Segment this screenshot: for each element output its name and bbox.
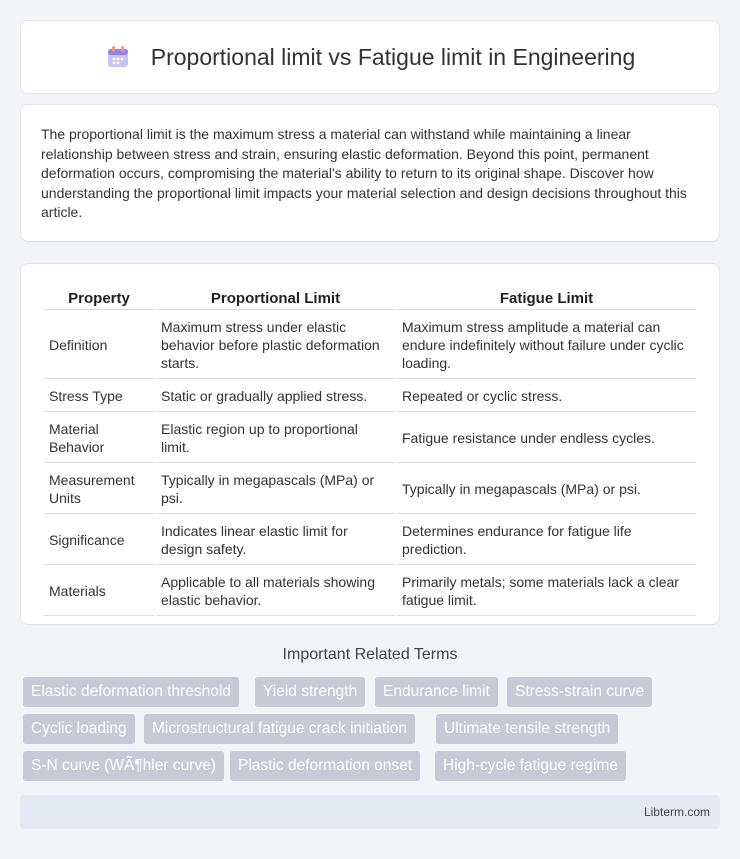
table-cell: Elastic region up to proportional limit. <box>156 414 395 463</box>
page-title: Proportional limit vs Fatigue limit in Engineering <box>150 43 636 70</box>
table-cell: Determines endurance for fatigue life prediction. <box>397 516 696 565</box>
related-term-tag[interactable]: Elastic deformation threshold <box>23 677 239 707</box>
related-term-tag[interactable]: Microstructural fatigue crack initiation <box>144 714 415 744</box>
related-terms-title: Important Related Terms <box>282 646 458 663</box>
table-cell: Indicates linear elastic limit for design safety. <box>156 516 395 565</box>
table-row <box>44 567 696 616</box>
table-cell: Static or gradually applied stress. <box>156 381 395 412</box>
related-term-tag[interactable]: Endurance limit <box>375 677 498 707</box>
table-row <box>44 381 696 412</box>
related-term-tag[interactable]: S-N curve (WÃ¶hler curve) <box>23 751 224 781</box>
table-row <box>44 465 696 514</box>
intro-text: The proportional limit is the maximum stress a material can withstand while maintaining a linear relationship between stress and strain, ensuring elastic deformation. Beyond this point, permanent deformation occurs, compromising the material's ability to return to its original shape. Discover how understanding the proportional limit impacts your material selection and design decisions throughout this article. <box>41 126 687 221</box>
title-card <box>20 20 720 94</box>
table-cell: Measurement Units <box>44 465 154 514</box>
table-row <box>44 516 696 565</box>
related-term-tag[interactable]: Plastic deformation onset <box>230 751 420 781</box>
comparison-table-card <box>20 263 720 625</box>
related-term-tag[interactable]: Stress-strain curve <box>507 677 652 707</box>
table-cell: Repeated or cyclic stress. <box>397 381 696 412</box>
table-cell: Materials <box>44 567 154 616</box>
header-property: Property <box>44 286 154 310</box>
table-cell: Stress Type <box>44 381 154 412</box>
table-cell: Significance <box>44 516 154 565</box>
table-cell: Primarily metals; some materials lack a clear fatigue limit. <box>397 567 696 616</box>
calendar-icon <box>105 44 131 70</box>
table-cell: Material Behavior <box>44 414 154 463</box>
intro-card <box>20 104 720 242</box>
table-cell: Fatigue resistance under endless cycles. <box>397 414 696 463</box>
table-cell: Maximum stress amplitude a material can endure indefinitely without failure under cyclic loading. <box>397 312 696 379</box>
table-cell: Maximum stress under elastic behavior before plastic deformation starts. <box>156 312 395 379</box>
header-proportional-limit: Proportional Limit <box>156 286 395 310</box>
related-term-tag[interactable]: Yield strength <box>255 677 365 707</box>
related-term-tag[interactable]: High-cycle fatigue regime <box>435 751 626 781</box>
table-cell: Typically in megapascals (MPa) or psi. <box>156 465 395 514</box>
table-cell: Definition <box>44 312 154 379</box>
related-term-tag[interactable]: Cyclic loading <box>23 714 135 744</box>
comparison-table <box>42 284 698 618</box>
table-header-row <box>44 286 696 310</box>
footer-brand-link[interactable]: Libterm.com <box>643 805 710 819</box>
table-cell: Typically in megapascals (MPa) or psi. <box>397 465 696 514</box>
related-term-tag[interactable]: Ultimate tensile strength <box>436 714 618 744</box>
header-fatigue-limit: Fatigue Limit <box>397 286 696 310</box>
footer <box>20 795 720 829</box>
table-row <box>44 414 696 463</box>
table-cell: Applicable to all materials showing elastic behavior. <box>156 567 395 616</box>
table-row <box>44 312 696 379</box>
